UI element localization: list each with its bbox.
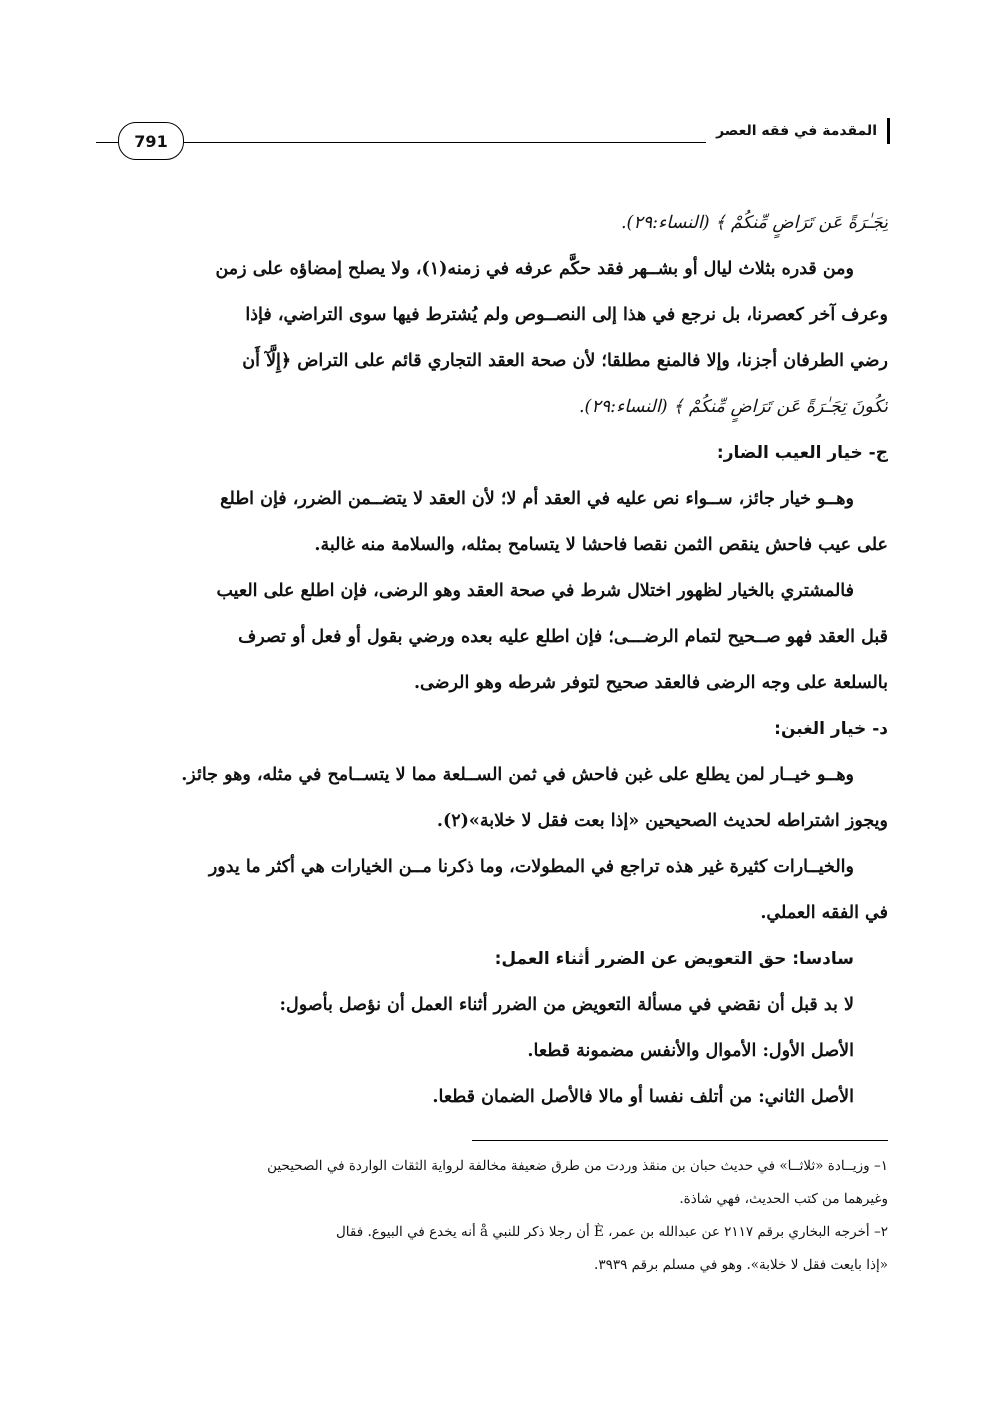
footnote-line: ١– وزيــادة «ثلاثــا» في حديث حبان بن منقذ وردت من طرق ضعيفة مخالفة لرواية الثقات الواردة في الصحيحين bbox=[267, 1158, 888, 1174]
footnote-line: ٢– أخرجه البخاري برقم ٢١١٧ عن عبدالله بن عمر، È أن رجلا ذكر للنبي å أنه يخدع في البيوع. فقال bbox=[335, 1224, 888, 1240]
page-number: 791 bbox=[118, 122, 184, 160]
section-heading-compensation: سادسا: حق التعويض عن الضرر أثناء العمل: bbox=[494, 949, 854, 969]
paragraph-line: فالمشتري بالخيار لظهور اختلال شرط في صحة العقد وهو الرضى، فإن اطلع على العيب bbox=[216, 581, 854, 601]
footnote-rule bbox=[472, 1140, 888, 1141]
verse-line: تِجَـٰرَةً عَن تَرَاضٍ مِّنكُمْ ﴾ (النساء:٢٩). bbox=[620, 213, 888, 233]
paragraph-line: وهــو خيار جائز، ســواء نص عليه في العقد أم لا؛ لأن العقد لا يتضــمن الضرر، فإن اطلع bbox=[220, 489, 854, 509]
verse-line: تَكُونَ تِجَـٰرَةً عَن تَرَاضٍ مِّنكُمْ ﴾ (النساء:٢٩). bbox=[578, 397, 888, 417]
paragraph-line: قبل العقد فهو صــحيح لتمام الرضـــى؛ فإن اطلع عليه بعده ورضي بقول أو فعل أو تصرف bbox=[238, 627, 888, 647]
paragraph-line: لا بد قبل أن نقضي في مسألة التعويض من الضرر أثناء العمل أن نؤصل بأصول: bbox=[279, 995, 854, 1015]
paragraph-line: بالسلعة على وجه الرضى فالعقد صحيح لتوفر شرطه وهو الرضى. bbox=[413, 673, 888, 693]
footnotes bbox=[96, 1150, 888, 1282]
principle-line: الأصل الثاني: من أتلف نفسا أو مالا فالأصل الضمان قطعا. bbox=[432, 1087, 854, 1107]
footnote-line: «إذا بايعت فقل لا خلابة». وهو في مسلم برقم ٣٩٣٩. bbox=[594, 1257, 888, 1273]
paragraph-line: رضي الطرفان أجزنا، وإلا فالمنع مطلقا؛ لأن صحة العقد التجاري قائم على التراض ﴿إِلَّآ أَن bbox=[242, 351, 888, 371]
paragraph-line: وهــو خيــار لمن يطلع على غبن فاحش في ثمن الســلعة مما لا يتســامح في مثله، وهو جائز. bbox=[181, 765, 854, 785]
paragraph-line: في الفقه العملي. bbox=[760, 903, 888, 923]
book-title: المقدمة في فقه العصر bbox=[706, 118, 890, 144]
footnote-line: وغيرهما من كتب الحديث، فهي شاذة. bbox=[679, 1191, 888, 1207]
section-heading-defect: ج- خيار العيب الضار: bbox=[716, 443, 888, 463]
section-heading-ghabn: د- خيار الغبن: bbox=[774, 719, 888, 739]
paragraph-line: والخيــارات كثيرة غير هذه تراجع في المطولات، وما ذكرنا مــن الخيارات هي أكثر ما يدور bbox=[208, 857, 854, 877]
principle-line: الأصل الأول: الأموال والأنفس مضمونة قطعا. bbox=[527, 1041, 854, 1061]
main-text bbox=[96, 200, 888, 1120]
paragraph-line: ويجوز اشتراطه لحديث الصحيحين «إذا بعت فقل لا خلابة»(٢). bbox=[436, 811, 888, 831]
paragraph-line: ومن قدره بثلاث ليال أو بشــهر فقد حكَّم عرفه في زمنه(١)، ولا يصلح إمضاؤه على زمن bbox=[215, 259, 854, 279]
paragraph-line: وعرف آخر كعصرنا، بل نرجع في هذا إلى النصــوص ولم يُشترط فيها سوى التراضي، فإذا bbox=[245, 305, 888, 325]
paragraph-line: على عيب فاحش ينقص الثمن نقصا فاحشا لا يتسامح بمثله، والسلامة منه غالبة. bbox=[314, 535, 888, 555]
